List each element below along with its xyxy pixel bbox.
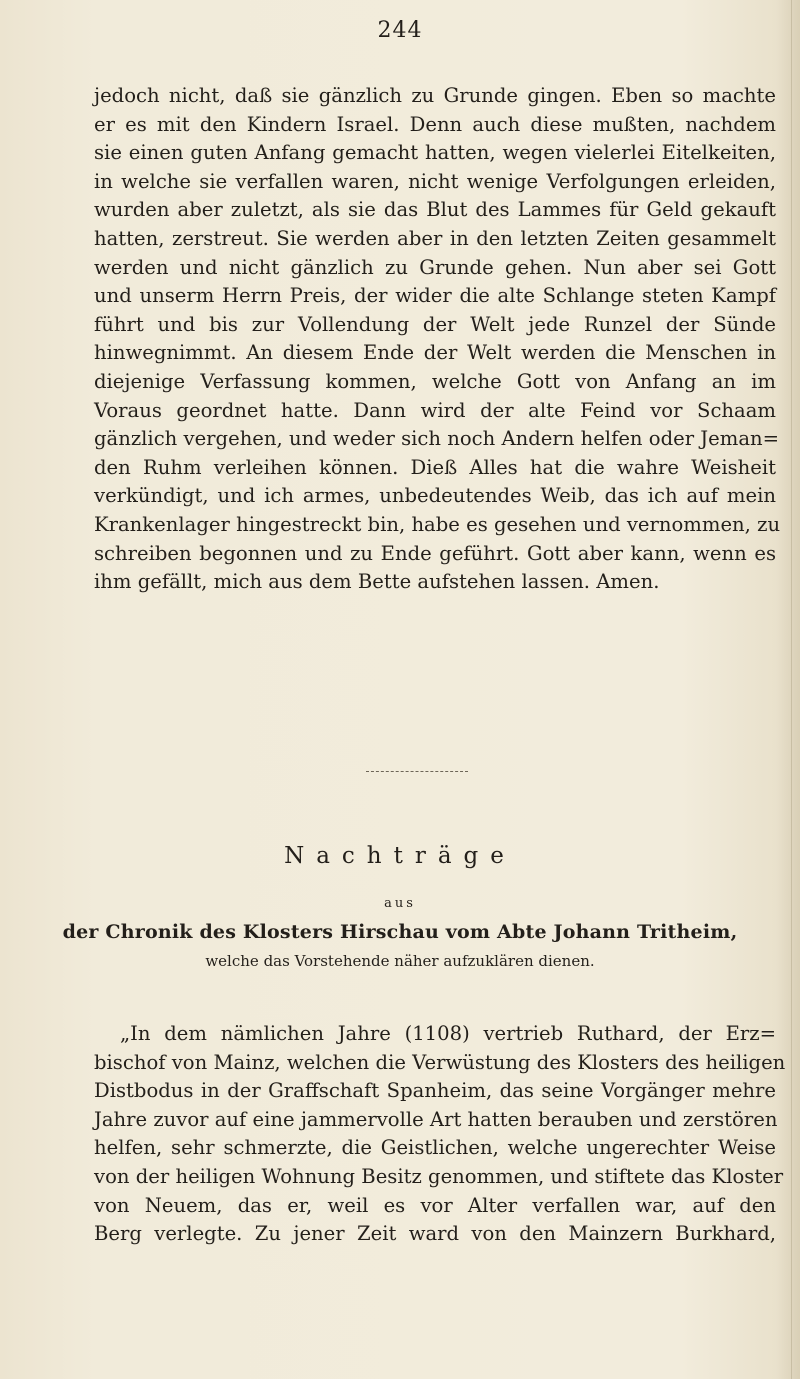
text-line: gänzlich vergehen, und weder sich noch Andern helfen oder Jeman= — [94, 427, 780, 451]
text-line: jedoch nicht, daß sie gänzlich zu Grunde gingen. Eben so machte — [94, 84, 776, 107]
text-line: in welche sie verfallen waren, nicht wenige Verfolgungen erleiden, — [94, 169, 776, 193]
section-divider — [366, 771, 468, 772]
text-line: Krankenlager hingestreckt bin, habe es gesehen und vernommen, zu — [94, 512, 781, 536]
page-edge — [791, 0, 792, 1379]
text-line: von Neuem, das er, weil es vor Alter verfallen war, auf den — [94, 1193, 776, 1217]
text-line: diejenige Verfassung kommen, welche Gott von Anfang an im — [94, 369, 776, 393]
text-line: helfen, sehr schmerzte, die Geistlichen, welche ungerechter Weise — [94, 1136, 776, 1160]
text-line: Berg verlegte. Zu jener Zeit ward von den Mainzern Burkhard, — [94, 1222, 776, 1246]
section-note: welche das Vorstehende näher aufzuklären dienen. — [205, 952, 595, 970]
text-line: wurden aber zuletzt, als sie das Blut des Lammes für Geld gekauft — [94, 198, 776, 222]
text-line: hatten, zerstreut. Sie werden aber in den letzten Zeiten gesammelt — [94, 226, 776, 250]
text-line: führt und bis zur Vollendung der Welt jede Runzel der Sünde — [94, 312, 776, 336]
section-aus: aus — [384, 896, 416, 911]
text-line: hinwegnimmt. An diesem Ende der Welt werden die Menschen in — [94, 341, 776, 365]
text-line: Jahre zuvor auf eine jammervolle Art hatten berauben und zerstören — [94, 1107, 778, 1131]
text-line: bischof von Mainz, welchen die Verwüstung des Klosters des heiligen — [94, 1050, 786, 1074]
text-line: verkündigt, und ich armes, unbedeutendes Weib, das ich auf mein — [94, 484, 776, 508]
text-line: Voraus geordnet hatte. Dann wird der alte Feind vor Schaam — [94, 398, 776, 422]
text-line: er es mit den Kindern Israel. Denn auch diese mußten, nachdem — [94, 112, 776, 136]
section-heading: Nachträge — [284, 843, 516, 869]
text-line: von der heiligen Wohnung Besitz genommen, und stiftete das Kloster — [94, 1164, 784, 1188]
main-text-block — [94, 82, 781, 597]
quote-text-block — [94, 1020, 786, 1249]
text-line: Distbodus in der Graffschaft Spanheim, das seine Vorgänger mehre — [94, 1079, 776, 1103]
text-line: ihm gefällt, mich aus dem Bette aufstehen lassen. Amen. — [94, 570, 660, 594]
text-line: und unserm Herrn Preis, der wider die alte Schlange steten Kampf — [94, 284, 776, 308]
text-line: schreiben begonnen und zu Ende geführt. Gott aber kann, wenn es — [94, 541, 776, 565]
text-line: „In dem nämlichen Jahre (1108) vertrieb Ruthard, der Erz= — [120, 1022, 776, 1045]
page-number: 244 — [377, 18, 423, 43]
text-line: sie einen guten Anfang gemacht hatten, wegen vielerlei Eitelkeiten, — [94, 141, 776, 165]
section-source: der Chronik des Klosters Hirschau vom Abte Johann Tritheim, — [62, 921, 738, 943]
text-line: werden und nicht gänzlich zu Grunde gehen. Nun aber sei Gott — [94, 255, 776, 279]
text-line: den Ruhm verleihen können. Dieß Alles hat die wahre Weisheit — [94, 455, 776, 479]
